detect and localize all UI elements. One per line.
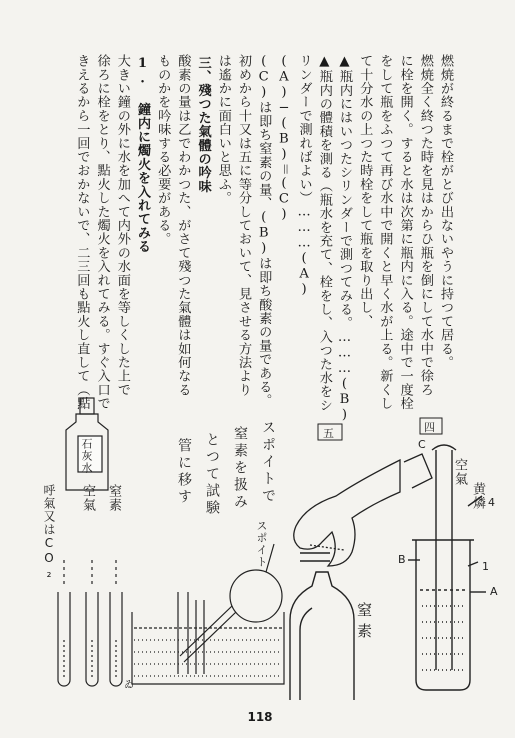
test-tubes	[58, 560, 122, 686]
lime-water-label: 石灰水	[80, 438, 93, 474]
instruction-line: 管に移す	[176, 438, 192, 506]
text-column: 徐ろに栓をとり、點火した燭火を入れてみる。すぐ入口で	[94, 54, 110, 411]
air-label: 空氣	[452, 458, 467, 486]
point-c-label: C	[418, 438, 426, 451]
dropper-label: スポイト	[255, 520, 268, 568]
figure-4-label: 四	[424, 421, 435, 434]
standing-tubes	[178, 592, 204, 674]
text-column: (C)は即ち窒素の量、(B)は即ち酸素の量である。	[256, 54, 272, 408]
point-1-label: 1	[482, 560, 489, 573]
text-column: 三、殘つた氣體の吟味	[195, 56, 211, 193]
text-column: は遙かに面白いと思ふ。	[215, 54, 231, 205]
point-a-label: A	[490, 585, 498, 598]
text-column: をして瓶をふつて再び水中で開くと早く水が上る。新くし	[377, 54, 393, 411]
text-column: きえるから一回でおかないで、二三回も點火し直して（點	[74, 54, 90, 411]
tube-label-breath: 呼氣又はCO₂	[42, 484, 56, 581]
water-trough	[132, 612, 284, 684]
tube-label-air: 空氣	[80, 484, 95, 512]
text-column: に栓を開く。すると水は次第に瓶内に入る。途中で一度栓	[397, 54, 413, 411]
instruction-note	[150, 420, 300, 560]
text-column: 初めから十又は五に等分しておいて、見させる方法より	[236, 54, 251, 397]
text-column: 大きい鐘の外に水を加へて内外の水面を等しくした上で	[114, 54, 130, 397]
page-number: 118	[247, 710, 273, 724]
text-column: て十分水の上つた時栓をして瓶を取り出し、	[357, 54, 373, 328]
text-column: 燃焼が終るまで栓がとび出ないやうに持つて居る。	[438, 54, 453, 370]
text-column: 1. 鐘内に燭火を入れてみる	[135, 56, 150, 254]
hand-drawing	[294, 454, 432, 566]
footnote-mark: ゐ	[124, 680, 134, 691]
figure-5-label: 五	[323, 427, 334, 440]
nitrogen-bell-jar	[290, 553, 354, 700]
point-4-label: 4	[488, 496, 495, 509]
text-column: (A)−(B)＝(C)	[276, 54, 292, 223]
nitrogen-label: 窒素	[355, 602, 373, 644]
instruction-line: 窒素を扱み	[232, 426, 248, 511]
instruction-line: スポイトで	[260, 420, 276, 505]
point-b-label: B	[398, 553, 406, 566]
tube-label-nitrogen: 窒素	[106, 484, 121, 512]
phosphorus-label: 黄燐	[470, 482, 485, 510]
text-column: リンダーで測ればよい）………(A)	[296, 54, 312, 298]
text-column: 酸素の量は乙でわかつた、がさて殘つた氣體は如何なる	[175, 54, 191, 397]
text-column: ▲瓶内にはいつたシリンダーで測つてみる。………(B)	[337, 54, 352, 423]
text-column: ▲瓶内の體積を測る（瓶水を充て、栓をし、入つた水をシ	[316, 54, 332, 412]
instruction-line: とつて試験	[204, 432, 220, 517]
text-column: 燃焼全く終つた時を見はからひ瓶を倒にして水中で徐ろ	[417, 54, 433, 397]
text-column: ものかを吟味する必要がある。	[155, 54, 171, 246]
